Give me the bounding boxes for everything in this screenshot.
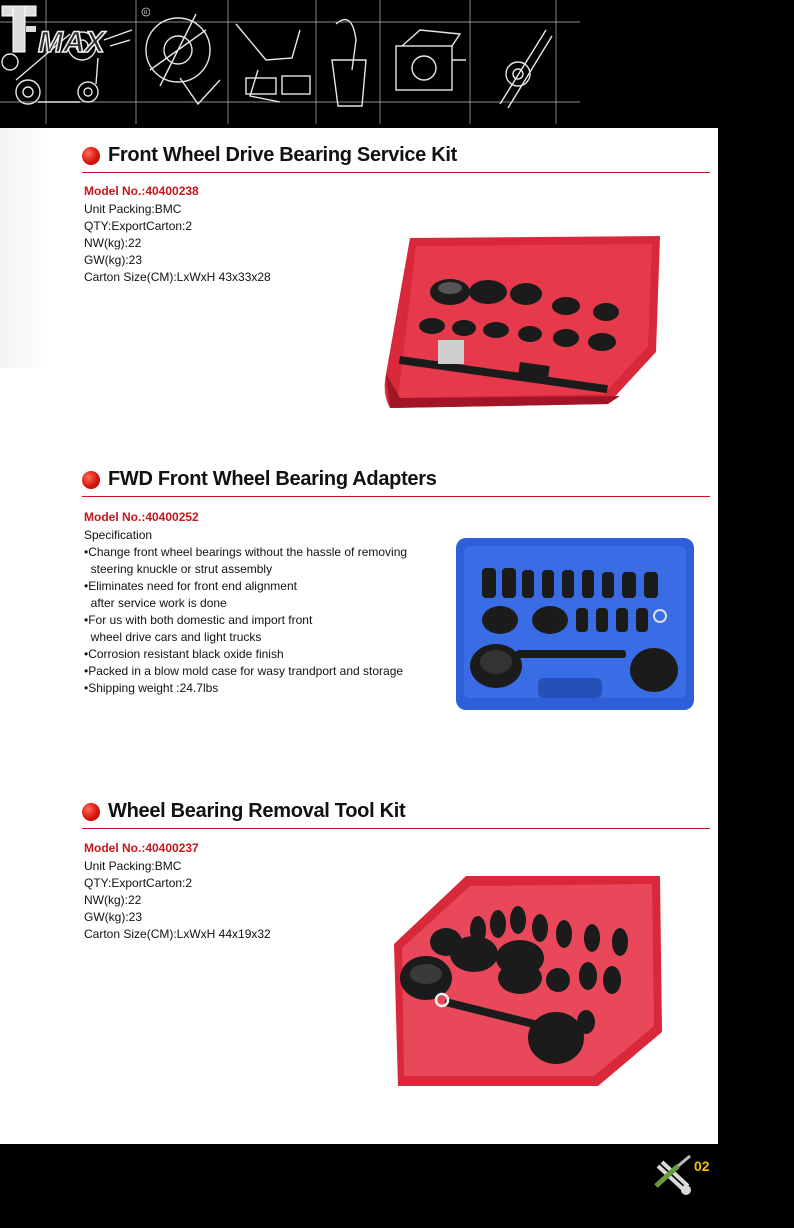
spec-lines	[84, 858, 271, 943]
spec-line: wheel drive cars and light trucks	[84, 630, 262, 644]
right-margin-bar	[718, 128, 794, 1144]
section-title-fwd-bearing-adapters	[82, 468, 437, 491]
spec-line: Carton Size(CM):LxWxH 43x33x28	[84, 270, 271, 284]
footer-bar	[0, 1144, 794, 1228]
spec-line: •Eliminates need for front end alignment	[84, 579, 297, 593]
spec-line: •Change front wheel bearings without the hassle of removing	[84, 545, 408, 559]
spec-line: steering knuckle or strut assembly	[84, 562, 273, 576]
section-rule	[82, 828, 710, 829]
spec-line: •Corrosion resistant black oxide finish	[84, 647, 284, 661]
header-banner	[0, 0, 794, 128]
t-max-logo	[0, 0, 150, 60]
product-photo-red-kit	[380, 234, 666, 416]
section-title-fwd-bearing-service-kit	[82, 144, 457, 167]
section-title-text: Front Wheel Drive Bearing Service Kit	[108, 144, 457, 166]
product-photo-blue-kit	[456, 538, 694, 710]
model-number: Model No.:40400238	[84, 184, 199, 198]
red-bullet-icon	[82, 471, 100, 489]
svg-text:R: R	[144, 10, 148, 16]
spec-line: GW(kg):23	[84, 910, 143, 924]
spec-lines	[84, 527, 407, 697]
spec-line: after service work is done	[84, 596, 227, 610]
red-bullet-icon	[82, 803, 100, 821]
model-number: Model No.:40400252	[84, 510, 199, 524]
section-rule	[82, 172, 710, 173]
page-edge-shade	[0, 128, 46, 368]
red-bullet-icon	[82, 147, 100, 165]
section-rule	[82, 496, 710, 497]
spec-lines	[84, 201, 271, 286]
model-number: Model No.:40400237	[84, 841, 199, 855]
spec-line: •Packed in a blow mold case for wasy trandport and storage	[84, 664, 404, 678]
svg-text:MAX: MAX	[38, 26, 105, 59]
spec-line: QTY:ExportCarton:2	[84, 876, 193, 890]
product-photo-pink-kit	[390, 872, 666, 1092]
page-number: 02	[694, 1158, 710, 1174]
section-title-text: FWD Front Wheel Bearing Adapters	[108, 468, 437, 490]
spec-line: •Shipping weight :24.7lbs	[84, 681, 219, 695]
spec-line: Specification	[84, 528, 153, 542]
spec-line: Unit Packing:BMC	[84, 859, 182, 873]
spec-line: Unit Packing:BMC	[84, 202, 182, 216]
spec-line: NW(kg):22	[84, 893, 142, 907]
spec-line: NW(kg):22	[84, 236, 142, 250]
spec-line: Carton Size(CM):LxWxH 44x19x32	[84, 927, 271, 941]
section-title-text: Wheel Bearing Removal Tool Kit	[108, 800, 406, 822]
spec-line: GW(kg):23	[84, 253, 143, 267]
spec-line: QTY:ExportCarton:2	[84, 219, 193, 233]
section-title-wheel-bearing-removal-kit	[82, 800, 405, 823]
wrench-screwdriver-icon	[654, 1152, 694, 1196]
spec-line: •For us with both domestic and import front	[84, 613, 313, 627]
